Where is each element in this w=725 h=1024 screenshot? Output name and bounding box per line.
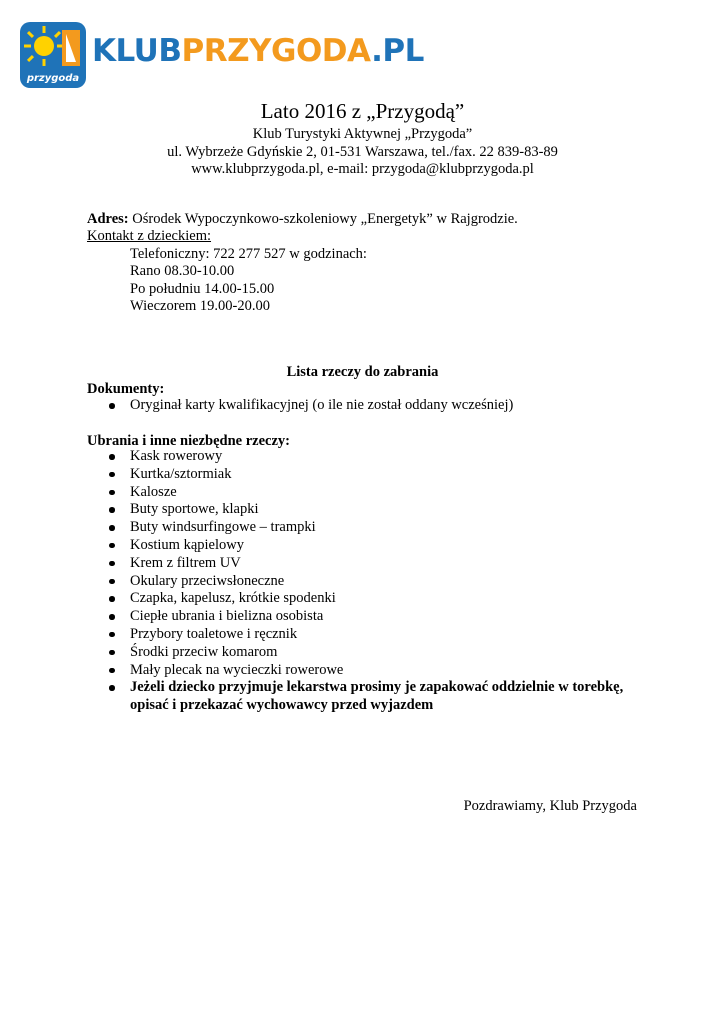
list-item: Kurtka/sztormiak [87,466,645,484]
clothes-list [87,448,645,715]
list-item: Środki przeciw komarom [87,644,645,662]
list-item: Ciepłe ubrania i bielizna osobista [87,608,645,626]
list-item: Przybory toaletowe i ręcznik [87,626,645,644]
list-item: Buty sportowe, klapki [87,501,645,519]
list-title: Lista rzeczy do zabrania [286,364,439,380]
list-item: Krem z filtrem UV [87,555,645,573]
svg-text:przygoda: przygoda [26,73,80,84]
list-item: Mały plecak na wycieczki rowerowe [87,662,645,680]
list-item: Czapka, kapelusz, krótkie spodenki [87,590,645,608]
club-name: Klub Turystyki Aktywnej „Przygoda” [252,126,473,142]
club-logo [20,22,424,92]
signature: Pozdrawiamy, Klub Przygoda [463,798,637,814]
list-item: Kalosze [87,484,645,502]
contact-hours-evening: Wieczorem 19.00-20.00 [130,298,270,314]
contact-hours-morning: Rano 08.30-10.00 [130,263,235,279]
medication-note: Jeżeli dziecko przyjmuje lekarstwa prosimy je zapakować oddzielnie w torebkę, opisać i przekazać wychowawcy przed wyjazdem [87,679,645,715]
przygoda-logo-icon [20,22,86,88]
list-item: Oryginał karty kwalifikacyjnej (o ile nie został oddany wcześniej) [87,397,513,415]
club-contact-web: www.klubprzygoda.pl, e-mail: przygoda@klubprzygoda.pl [191,161,534,177]
contact-heading: Kontakt z dzieckiem: [87,228,212,244]
address-value: Ośrodek Wypoczynkowo-szkoleniowy „Energetyk” w Rajgrodzie. [128,211,518,227]
contact-hours-afternoon: Po południu 14.00-15.00 [130,281,275,297]
contact-phone: Telefoniczny: 722 277 527 w godzinach: [130,246,367,262]
list-item: Kostium kąpielowy [87,537,645,555]
clothes-heading: Ubrania i inne niezbędne rzeczy: [87,433,290,449]
club-address: ul. Wybrzeże Gdyńskie 2, 01-531 Warszawa, tel./fax. 22 839-83-89 [167,144,558,160]
documents-list [87,397,513,415]
list-item: Okulary przeciwsłoneczne [87,573,645,591]
camp-address [87,210,518,228]
logo-wordmark: KLUBPRZYGODA.PL [92,33,424,69]
page-title: Lato 2016 z „Przygodą” [260,99,465,123]
documents-heading: Dokumenty: [87,381,165,397]
address-label: Adres: [87,211,129,227]
list-item: Buty windsurfingowe – trampki [87,519,645,537]
list-item: Kask rowerowy [87,448,645,466]
